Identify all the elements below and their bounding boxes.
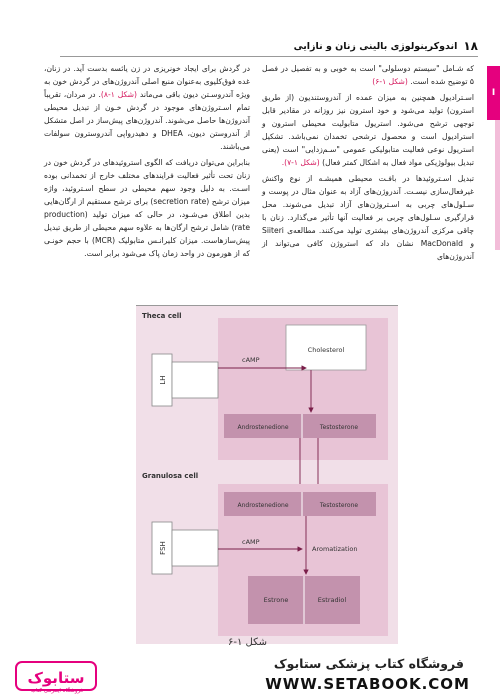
aromatization-label: Aromatization — [312, 545, 358, 553]
testosterone-label: Testosterone — [319, 424, 359, 431]
paragraph — [262, 62, 474, 88]
camp-label-granulosa: cAMP — [242, 538, 260, 546]
figure-reference[interactable]: (شکل ۱-۶) — [372, 77, 408, 86]
chapter-tab-label: I — [491, 88, 496, 98]
estradiol-label: Estradiol — [317, 596, 347, 604]
store-footer — [0, 648, 500, 700]
text-run: که شـامل "سیستم دوسلولی" است به خوبی و به تفصیل در فصل ۵ توضیح شده است. — [262, 64, 474, 86]
diagram-svg — [136, 306, 398, 644]
edge-decoration-bar — [495, 120, 500, 250]
androstenedione-label: Androstenedione — [237, 502, 289, 509]
text-run: در گردش برای ایجاد خونریزی در زن یائسه بدست آید. در زنان، غده فوق‌کلیوی به‌عنوان منبع اصلی آندروژن‌های در گردش خون به ویژه آندروسـتن دیون باقی می‌ماند — [44, 64, 250, 99]
figure-reference[interactable]: (شکل ۱-۸) — [100, 90, 137, 99]
left-text-column — [44, 62, 250, 263]
paragraph: بنابراین می‌توان دریافت که الگوی استروئیدهای در گردش خون در زنان تحت تأثیر فعالیت فرایندهای مختلف خارج از تخمدانی بوده اسـت. به دلیل وجود سهم محیطی در سطح اسـتروئید، واژه میزان ترشح (secretion rate) برای ترشح مستقیم از ارگان‌هایی بدین اطلاق می‌شـود، در حالی که میزان تولید (production rate) شامل ترشح ارگان‌ها به علاوه سهم محیطی از طریق تبدیل پیش‌سازهاست. میزان کلیرانـس متابولیک (MCR) با حجم خونـی که از هورمون در واحد زمان پاک می‌شود برابر است. — [44, 158, 250, 258]
testosterone-label: Testosterone — [319, 502, 359, 509]
page-number: ۱۸ — [463, 39, 478, 53]
running-title: اندوکرینولوژی بالینی زنان و نازایی — [293, 40, 458, 52]
logo-text: ستابوک — [27, 669, 85, 687]
chapter-tab — [487, 66, 500, 120]
paragraph: تبدیل اسـتروئیدها در بافـت محیطی همیشـه از نوع واکنش غیرفعال‌سازی نیسـت. آندروژن‌های آزاد به عنوان مثال در پوست و سـلول‌های چربی به اسـتروژن‌های آزاد تبدیل می‌شوند. محل قرارگیری سـلول‌های چربی بر فعالیت آنها تأثیر می‌گذارد. زنان با چاقی مرکزی آندروژن‌های بیشتری تولید می‌کنند. مطالعه‌ی Siiteri و MacDonald نشان داد که استروژن کافی می‌تواند از آندروژن‌های — [262, 174, 474, 261]
text-run: اسـترادیول همچنین به میزان عمده از آندروستندیون (از طریق استرون) تولید می‌شود و خود استرون نیز روزانه در مقادیر قابل توجهی ترشح می‌شود. استریول متابولیت محیطی استرون و استرادیول است و محصول ترشحی تخمدان نمی‌باشد. تشکیل استریول نوعی فعالیت متابولیکی عمومی "سـم‌زدایی" است (یعنی تبدیل بیولوژیکی مواد فعال به اشکال کمتر فعال) — [262, 93, 474, 167]
figure-reference[interactable]: (شکل ۱-۷). — [281, 158, 320, 167]
logo-subtitle: فروشگاه اینترنتی کتاب — [30, 688, 84, 694]
estrone-label: Estrone — [263, 596, 289, 604]
theca-cell-label: Theca cell — [142, 312, 182, 320]
lh-receptor-connector — [172, 362, 218, 398]
paragraph — [262, 91, 474, 169]
fsh-label: FSH — [159, 541, 167, 555]
androstenedione-label: Androstenedione — [237, 424, 289, 431]
two-cell-diagram — [136, 305, 398, 644]
lh-label: LH — [159, 375, 167, 385]
fsh-receptor-connector — [172, 530, 218, 566]
right-text-column — [262, 62, 474, 266]
store-title: فروشگاه کتاب پزشکی ستابوک — [273, 656, 464, 671]
page-header — [60, 36, 478, 57]
cholesterol-label: Cholesterol — [307, 346, 345, 354]
store-url-link[interactable]: WWW.SETABOOK.COM — [265, 675, 470, 693]
paragraph — [44, 62, 250, 153]
text-run: . در مردان، تقریباً تمام اسـتروژن‌های موجود در گردش خـون از تبدیل محیطی آندروژن‌ها حاصل می‌شوند. آندروژن‌های پیش‌ساز در اصل متشکل از آندروستن دیون، DHEA و دهیدرواپی آندروسترون سولفات می‌باشند. — [44, 90, 250, 151]
granulosa-cell-label: Granulosa cell — [142, 472, 199, 480]
figure-caption: شکل ۱-۶ — [228, 637, 268, 648]
camp-label-theca: cAMP — [242, 356, 260, 364]
